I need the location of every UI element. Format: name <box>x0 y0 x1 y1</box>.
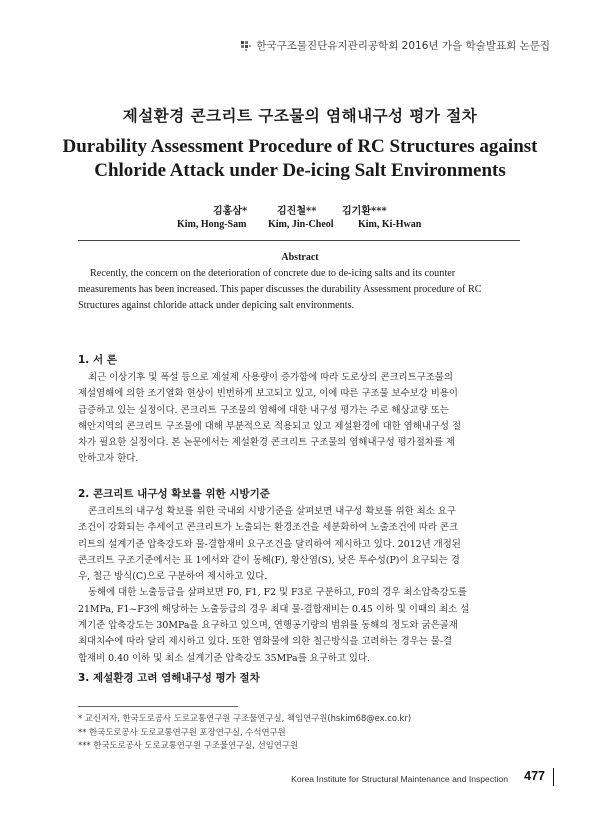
paragraph-line: 제설염해에 의한 조기열화 현상이 빈번하게 보고되고 있고, 이에 따른 구조물 보수보강 비용이 <box>78 388 458 400</box>
abstract-line: Structures against chloride attack under depicing salt environments. <box>78 300 355 311</box>
footnote-second-author: ** 한국도로공사 도로교통연구원 포장연구실, 수석연구원 <box>78 726 286 737</box>
paragraph-line: 최대치수에 따라 달리 제시하고 있다. 또한 염화물에 의한 철근방식을 고려하는 경우는 물-결 <box>78 636 453 648</box>
title-english-line-2: Chloride Attack under De-icing Salt Environments <box>94 160 506 181</box>
paper-title-korean: 제설환경 콘크리트 구조물의 염해내구성 평가 절차 <box>122 106 478 125</box>
paragraph-line: 리트의 설계기준 압축강도와 물-결합재비 요구조건을 달리하여 제시하고 있다. 2012년 개정된 <box>78 538 461 550</box>
section-2-body <box>78 504 522 667</box>
abstract-heading: Abstract <box>281 252 319 263</box>
footnotes <box>78 712 518 753</box>
author-2-korean: 김진철** <box>277 206 317 217</box>
footnote-third-author: *** 한국도로공사 도로교통연구원 구조물연구실, 선임연구원 <box>78 740 299 750</box>
journal-header <box>240 38 550 53</box>
author-2-english: Kim, Jin-Cheol <box>268 219 334 230</box>
paper-title-english <box>0 135 600 183</box>
author-1-korean: 김홍삼* <box>213 206 248 217</box>
paragraph-line: 급증하고 있는 실정이다. 콘크리트 구조물의 염해에 대한 내구성 평가는 주로 해상교량 또는 <box>78 404 449 416</box>
author-3-korean: 김기환*** <box>342 206 387 217</box>
abstract-body <box>78 266 520 314</box>
page-number: 477 <box>524 769 545 783</box>
paragraph-line: 조건이 강화되는 추세이고 콘크리트가 노출되는 환경조건을 세분화하여 노출조건에 따라 콘크 <box>78 522 459 534</box>
footer-organization: Korea Institute for Structural Maintenance and Inspection <box>291 774 508 784</box>
paragraph-line: 안하고자 한다. <box>78 453 139 465</box>
author-3-english: Kim, Ki-Hwan <box>358 219 422 230</box>
title-divider <box>78 240 520 241</box>
abstract-line: measurements has been increased. This paper discusses the durability Assessment procedure of RC <box>78 284 482 295</box>
footnote-corresponding-author: * 교신저자, 한국도로공사 도로교통연구원 구조물연구실, 책임연구원(hskim68@ex.co.kr) <box>78 713 412 723</box>
section-heading-2: 2. 콘크리트 내구성 확보를 위한 시방기준 <box>78 488 270 500</box>
paragraph-line: 콘크리트 구조기준에서는 표 1에서와 같이 동해(F), 황산염(S), 낮은 투수성(P)이 요구되는 경 <box>78 554 460 566</box>
paragraph-line: 동해에 대한 노출등급을 살펴보면 F0, F1, F2 및 F3로 구분하고, F0의 경우 최소압축강도를 <box>88 587 467 599</box>
paragraph-line: 해안지역의 콘크리트 구조물에 대해 부분적으로 적용되고 있고 제설환경에 대한 염해내구성 절 <box>78 420 461 432</box>
paragraph-line: 계기준 압축강도는 30MPa을 요구하고 있으며, 연행공기량의 범위를 동해의 정도와 굵은골재 <box>78 620 458 632</box>
paragraph-line: 21MPa, F1~F3에 해당하는 노출등급의 경우 최대 물-결합재비는 0.45 이하 및 이때의 최소 설 <box>78 603 470 615</box>
section-heading-3: 3. 제설환경 고려 염해내구성 평가 절차 <box>78 672 260 684</box>
footer-divider-bar <box>553 768 554 786</box>
paragraph-line: 콘크리트의 내구성 확보를 위한 국내외 시방기준을 살펴보면 내구성 확보를 위한 최소 요구 <box>88 506 456 517</box>
section-heading-1: 1. 서 론 <box>78 354 117 366</box>
paragraph-line: 우, 철근 방식(C)으로 구분하여 제시하고 있다. <box>78 571 268 583</box>
paragraph-line: 최근 이상기후 및 폭설 등으로 제설제 사용량이 증가함에 따라 도로상의 콘크리트구조물의 <box>88 372 453 383</box>
journal-mark-icon <box>240 40 252 52</box>
paragraph-line: 차가 필요한 실정이다. 본 논문에서는 제설환경 콘크리트 구조물의 염해내구성 평가절차를 제 <box>78 437 455 449</box>
journal-title: 한국구조물진단유지관리공학회 2016년 가을 학술발표회 논문집 <box>256 40 550 52</box>
section-1-body <box>78 370 522 468</box>
title-english-line-1: Durability Assessment Procedure of RC Structures against <box>62 136 538 157</box>
paragraph-line: 합재비 0.40 이하 및 최소 설계기준 압축강도 35MPa를 요구하고 있다. <box>78 652 370 664</box>
footnote-divider <box>78 706 238 707</box>
abstract-line: Recently, the concern on the deterioration of concrete due to de-icing salts and its counter <box>90 268 456 279</box>
author-1-english: Kim, Hong-Sam <box>177 219 247 230</box>
